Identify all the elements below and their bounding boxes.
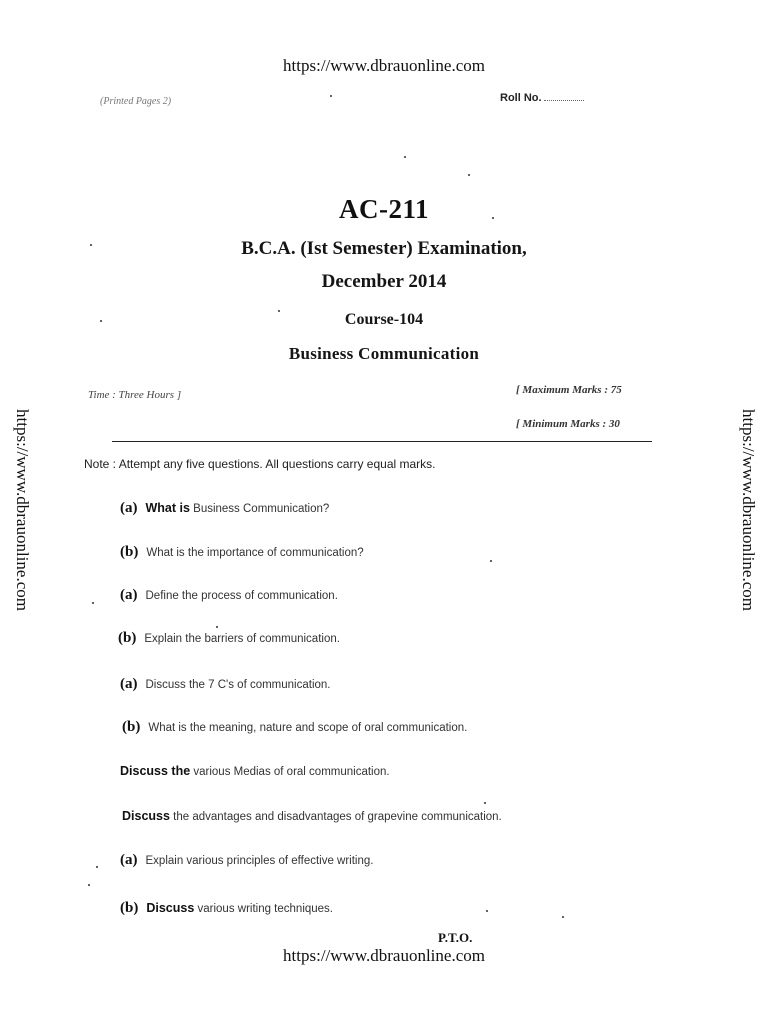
question-item — [120, 500, 329, 517]
question-item — [120, 900, 333, 917]
question-item — [120, 676, 331, 693]
question-lead: Discuss the — [120, 764, 191, 778]
question-item — [120, 544, 364, 561]
question-marker: (a) — [120, 676, 138, 692]
scan-speck — [100, 320, 102, 322]
time-allowed: Time : Three Hours ] — [88, 389, 182, 401]
scan-speck — [278, 310, 280, 312]
question-marker: (b) — [120, 900, 139, 916]
question-text: the advantages and disadvantages of grapevine communication. — [169, 811, 502, 823]
page-turn-marker: P.T.O. — [438, 930, 473, 945]
question-text: Explain various principles of effective writing. — [145, 855, 374, 867]
question-item — [122, 809, 502, 823]
question-lead: Discuss — [146, 901, 195, 915]
scan-speck — [492, 217, 494, 219]
question-lead: Discuss — [122, 809, 170, 823]
scan-speck — [90, 244, 92, 246]
roll-no-label: Roll No. — [500, 92, 542, 104]
printed-pages-note: (Printed Pages 2) — [100, 96, 172, 107]
roll-no-field — [500, 92, 584, 104]
course-code: Course-104 — [344, 311, 424, 328]
scan-speck — [468, 174, 470, 176]
question-item — [120, 852, 373, 869]
question-marker: (b) — [122, 719, 141, 735]
scan-speck — [490, 560, 492, 562]
question-text: Discuss the 7 C's of communication. — [145, 679, 331, 691]
question-item — [118, 630, 340, 647]
watermark-top: https://www.dbrauonline.com — [283, 56, 485, 75]
header-rule — [112, 441, 652, 442]
question-text: various writing techniques. — [194, 903, 334, 915]
scan-speck — [486, 910, 488, 912]
question-text: What is the importance of communication? — [146, 547, 364, 559]
scan-speck — [562, 916, 564, 918]
scan-speck — [96, 866, 98, 868]
scan-speck — [216, 626, 218, 628]
question-item — [122, 719, 467, 736]
question-item — [120, 764, 390, 778]
scan-speck — [88, 884, 90, 886]
scan-speck — [330, 95, 332, 97]
maximum-marks: [ Maximum Marks : 75 — [516, 384, 622, 396]
question-marker: (a) — [120, 500, 138, 516]
question-text: Define the process of communication. — [145, 590, 338, 602]
watermark-bottom: https://www.dbrauonline.com — [283, 946, 485, 965]
question-marker: (a) — [120, 587, 138, 603]
question-marker: (a) — [120, 852, 138, 868]
watermark-left: https://www.dbrauonline.com — [13, 409, 32, 611]
question-text: Business Communication? — [189, 503, 330, 515]
exam-title: B.C.A. (Ist Semester) Examination, — [241, 238, 527, 259]
question-item — [120, 587, 338, 604]
subject-title: Business Communication — [288, 344, 480, 363]
exam-date: December 2014 — [321, 271, 447, 292]
scan-speck — [484, 802, 486, 804]
question-text: various Medias of oral communication. — [190, 766, 390, 778]
question-lead: What is — [145, 501, 190, 515]
roll-no-blank — [544, 100, 584, 101]
question-text: Explain the barriers of communication. — [144, 633, 340, 645]
question-marker: (b) — [120, 544, 139, 560]
scan-speck — [92, 602, 94, 604]
instructions-note: Note : Attempt any five questions. All questions carry equal marks. — [84, 457, 436, 471]
question-marker: (b) — [118, 630, 137, 646]
paper-code: AC-211 — [339, 194, 429, 224]
question-text: What is the meaning, nature and scope of oral communication. — [148, 722, 468, 734]
watermark-right: https://www.dbrauonline.com — [739, 409, 758, 611]
minimum-marks: [ Minimum Marks : 30 — [516, 418, 620, 430]
scan-speck — [404, 156, 406, 158]
